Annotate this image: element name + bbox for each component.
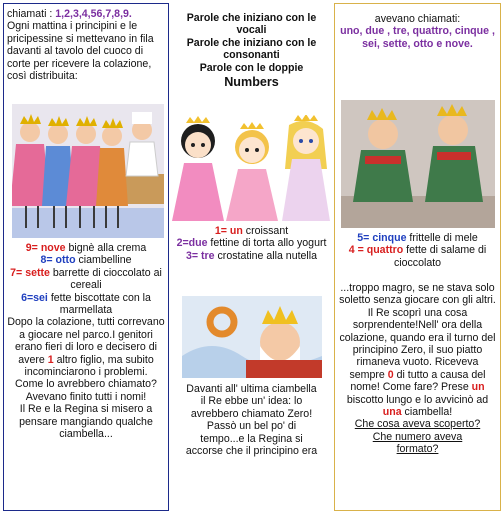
heading-vocali: Parole che iniziano con le vocali (186, 12, 317, 37)
col3-story: ...troppo magro, se ne stava solo soletto senza giocare con gli altri. Il Re scoprì una cosa sorprendente!Nell' ora della colazione, quando era il turno del principino Zero, il suo piatto rimaneva vuoto. Riceveva sempre 0 di tutto a causa del nome! Come fare? Prese un biscotto lungo e lo avvicinò ad una ciambella! (339, 282, 496, 419)
children-line-illustration (12, 104, 164, 238)
middle-column (170, 3, 333, 511)
item-quattro: 4 = quattro fette di salame di cioccolato (348, 244, 487, 269)
item-sette: 7= sette barrette di cioccolato ai cereali (10, 266, 162, 292)
item-otto: 8= otto ciambelline (40, 254, 132, 267)
col1-intro: chiamati : 1,2,3,4,56,7,8,9. Ogni mattina i principini e le pricipessine si mettevano in fila davanti al tavolo del cuoco di corte per ricevere la colazione, così distribuita: (7, 8, 154, 83)
col3-intro: avevano chiamati: (374, 13, 461, 25)
col2-story: Davanti all' ultima ciambella il Re ebbe un' idea: lo avrebbero chiamato Zero! Passò un bel po' di tempo...e la Regina si accorse che il principino era (185, 383, 318, 458)
princesses-image (172, 115, 332, 223)
item-nove: 9= nove bignè alla crema (25, 242, 147, 254)
item-cinque: 5= cinque frittelle di mele (357, 232, 478, 244)
item-sei: 6=sei fette biscottate con la marmellata (21, 291, 151, 317)
kids-green-image (341, 100, 495, 228)
princesses-illustration (172, 115, 332, 223)
question-numero: Che numero aveva formato? (372, 430, 463, 456)
heading-doppie: Parole con le doppie (199, 61, 304, 74)
question-scoperto: Che cosa aveva scoperto? (354, 418, 481, 431)
king-donut-illustration (182, 296, 322, 378)
col1-story: Dopo la colazione, tutti correvano a giocare nel parco.I genitori erano fieri di loro e decisero di avere 1 altro figlio, ma subito incominciarono i problemi. Come lo avrebbero chiamato? Avevano finito tutti i nomi! Il Re e la Regina si misero a pensare mangiando qualche ciambella... (7, 316, 165, 441)
item-tre: 3= tre crostatine alla nutella (185, 249, 318, 262)
heading-numbers: Numbers (224, 75, 279, 90)
heading-consonanti: Parole che iniziano con le consonanti (186, 36, 317, 62)
item-due: 2=due fettine di torta allo yogurt (176, 237, 327, 250)
kids-green-illustration (341, 100, 495, 228)
left-column (3, 3, 169, 511)
number-words-list: uno, due , tre, quattro, cinque , sei, sette, otto e nove. (340, 25, 495, 50)
item-un: 1= un croissant (214, 225, 289, 237)
right-column (334, 3, 501, 511)
children-line-image (12, 104, 164, 238)
king-donut-image (182, 296, 322, 378)
